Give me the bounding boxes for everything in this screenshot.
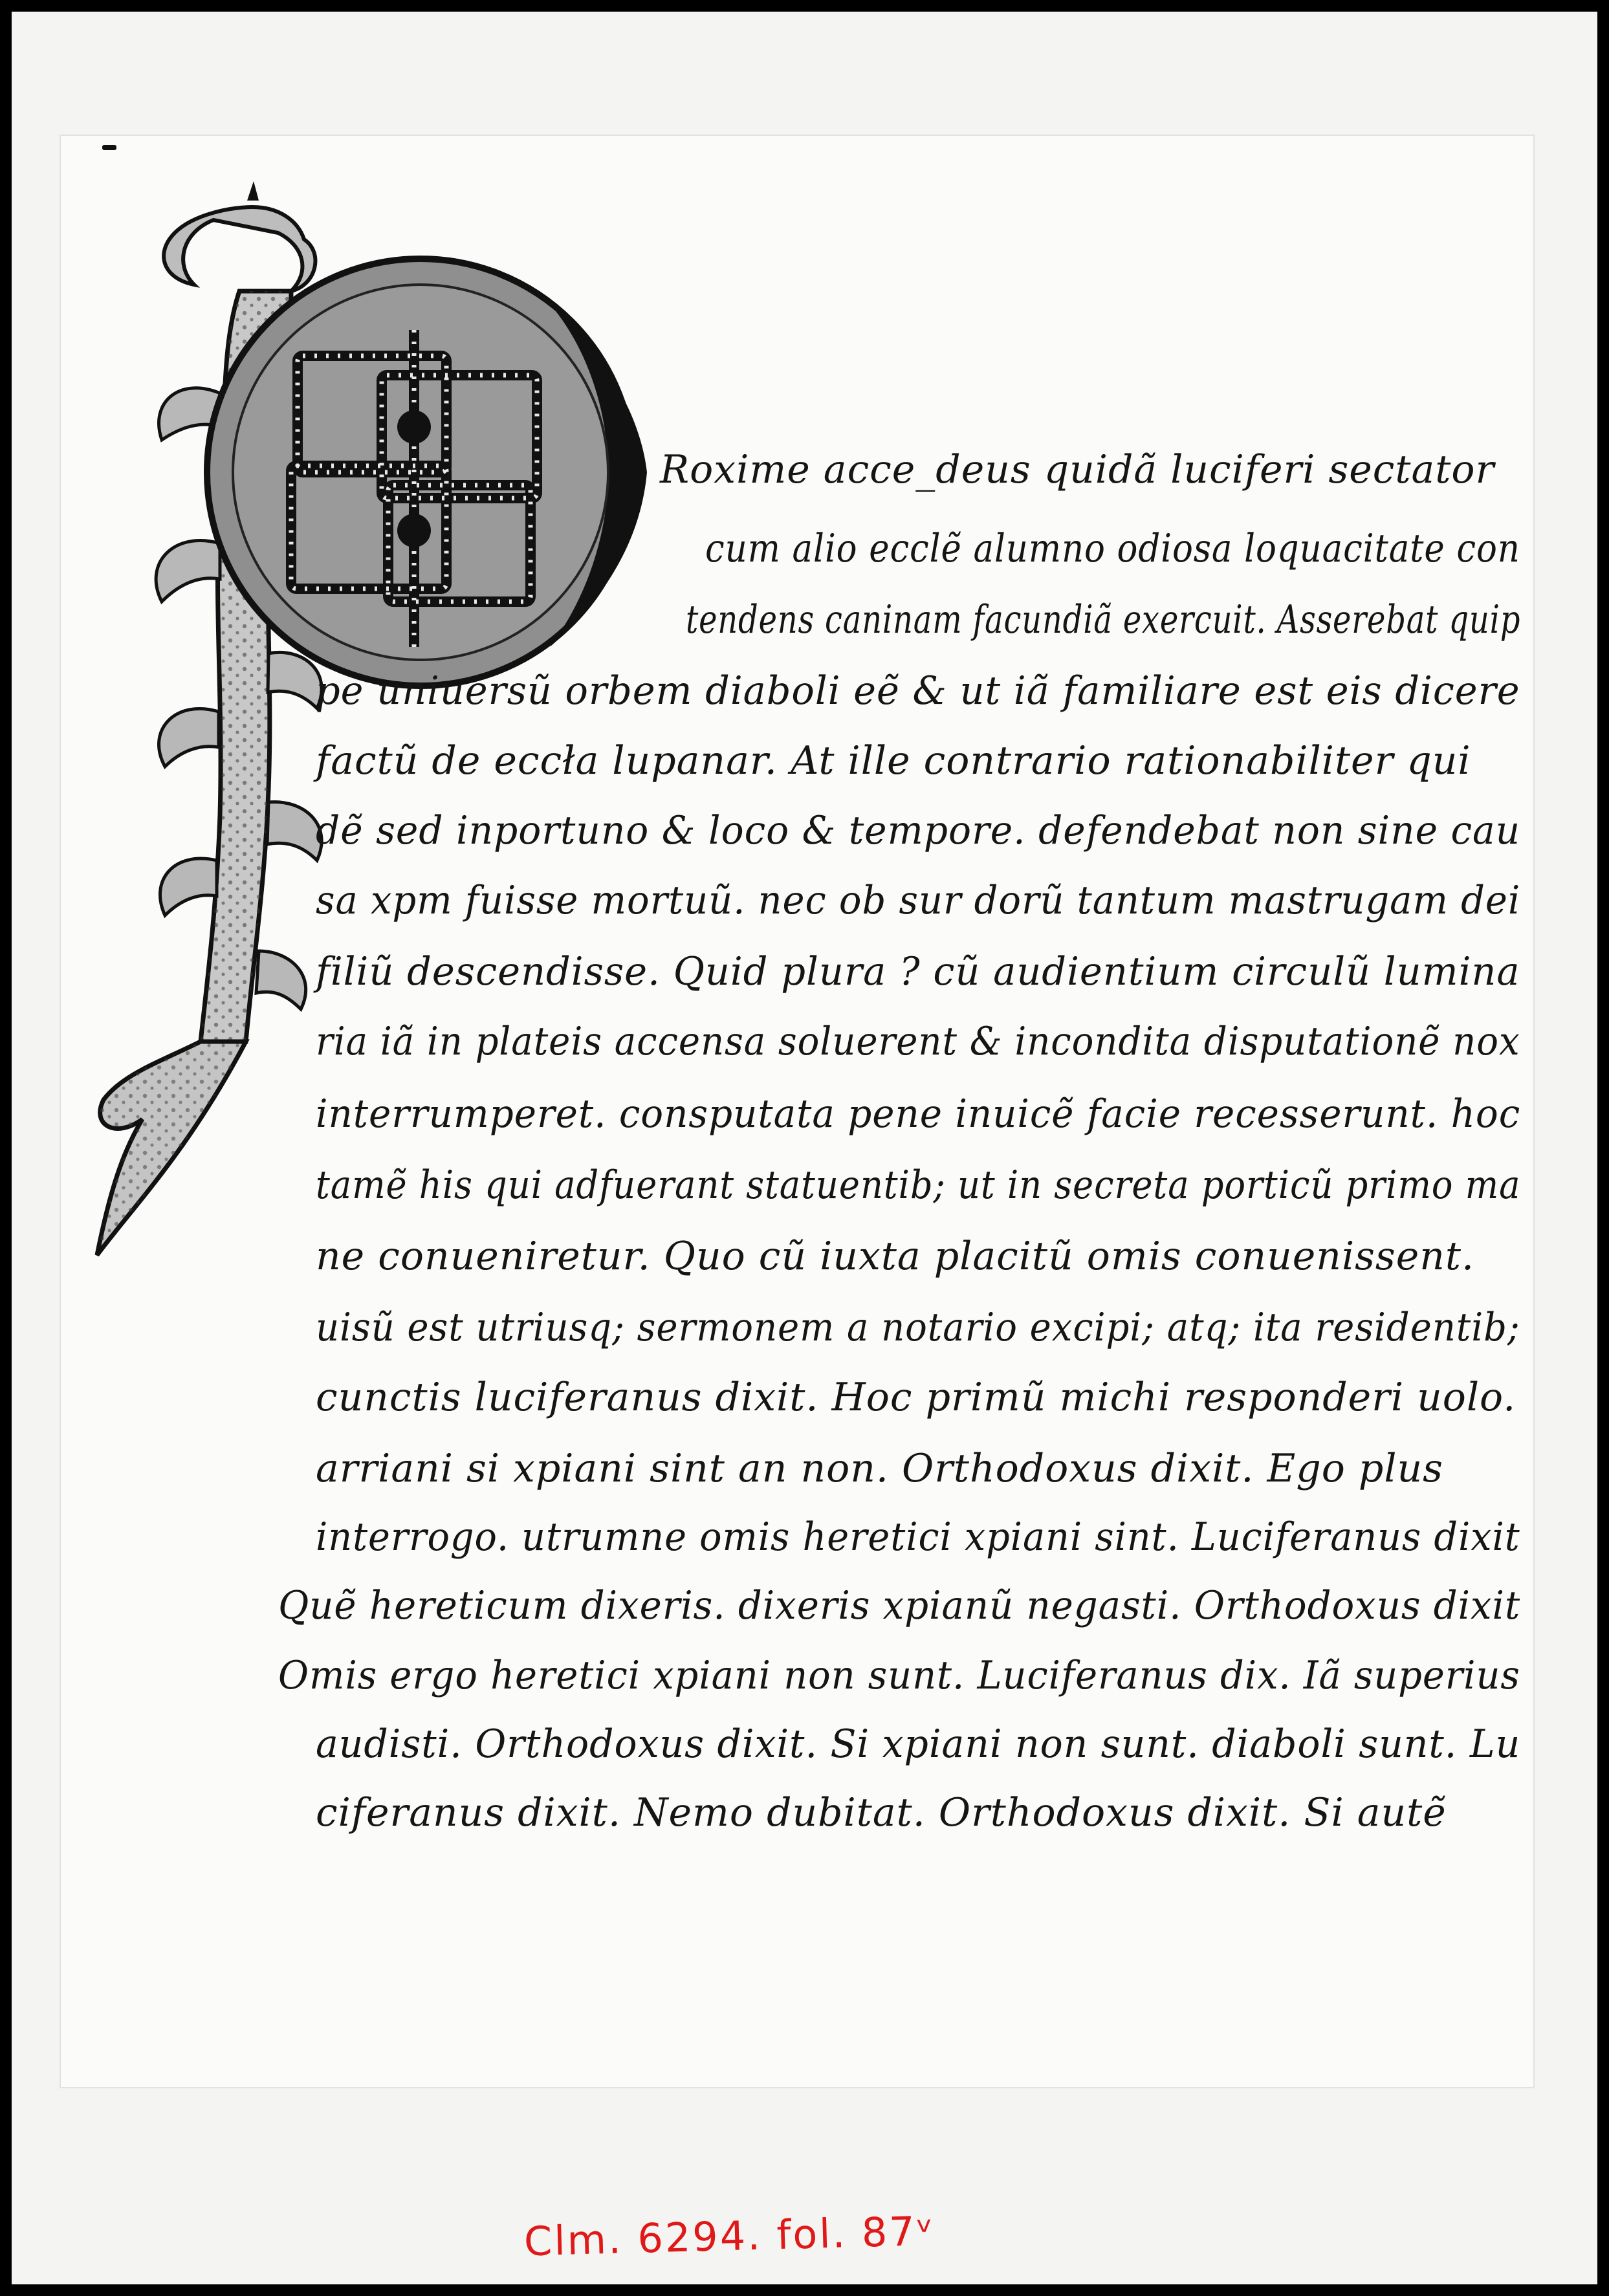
text-line: arriani si xpiani sint an non. Orthodoxus dixit. Ego plus (316, 1446, 1443, 1491)
text-line: factũ de eccła lupanar. At ille contrario rationabiliter qui (316, 738, 1471, 783)
text-line: uisũ est utriusq; sermonem a notario excipi; atq; ita residentib; (316, 1305, 1520, 1350)
text-line: dẽ sed inportuno & loco & tempore. defendebat non sine cau (316, 808, 1521, 853)
text-line: filiũ descendisse. Quid plura ? cũ audientium circulũ lumina (316, 949, 1520, 994)
text-line: audisti. Orthodoxus dixit. Si xpiani non sunt. diaboli sunt. Lu (316, 1722, 1521, 1767)
text-line: ciferanus dixit. Nemo dubitat. Orthodoxus dixit. Si autẽ (316, 1790, 1447, 1835)
text-line: interrogo. utrumne omis heretici xpiani sint. Luciferanus dixit (316, 1514, 1520, 1560)
text-line: tamẽ his qui adfuerant statuentib; ut in secreta porticũ primo ma (316, 1163, 1521, 1208)
text-line: ria iã in plateis accensa soluerent & incondita disputationẽ nox (316, 1019, 1520, 1064)
text-line: Quẽ hereticum dixeris. dixeris xpianũ negasti. Orthodoxus dixit (278, 1583, 1521, 1628)
text-line: cunctis luciferanus dixit. Hoc primũ michi responderi uolo. (316, 1375, 1516, 1420)
text-line: Roxime acce_deus quidã luciferi sectator (660, 447, 1495, 492)
text-line: sa xpm fuisse mortuũ. nec ob sur dorũ tantum mastrugam dei (316, 878, 1521, 923)
text-line: Omis ergo heretici xpiani non sunt. Luciferanus dix. Iã superius (278, 1653, 1520, 1698)
text-line: ne conueniretur. Quo cũ iuxta placitũ omis conuenissent. (316, 1234, 1475, 1279)
text-line: cum alio ecclẽ alumno odiosa loquacitate con (705, 526, 1520, 571)
text-line: interrumperet. consputata pene inuicẽ facie recesserunt. hoc (316, 1091, 1521, 1137)
text-line: tendens caninam facundiã exercuit. Asserebat quip (686, 597, 1521, 642)
text-line: pe uniuersũ orbem diaboli eẽ & ut iã familiare est eis dicere (316, 668, 1520, 714)
shelfmark-annotation: Clm. 6294. fol. 87ᵛ (523, 2207, 936, 2266)
